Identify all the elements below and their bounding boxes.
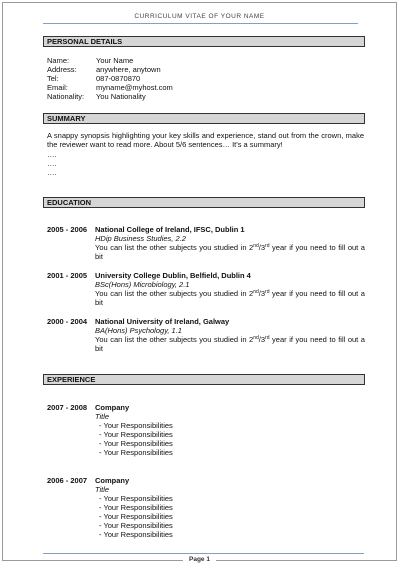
education-institution: National College of Ireland, IFSC, Dublin 1 [95,225,245,234]
personal-value: You Nationality [96,92,146,101]
experience-years: 2007 - 2008 [47,403,88,412]
education-years: 2000 - 2004 [47,317,88,326]
summary-dots: …. [47,150,57,159]
personal-row-name [47,57,133,65]
education-entry [95,317,365,353]
document-header-title: CURRICULUM VITAE OF YOUR NAME [134,13,265,20]
summary-dots: …. [47,168,57,177]
page-number: Page 1 [183,556,216,563]
experience-title: Title [95,485,110,494]
personal-row-tel [47,75,140,83]
education-entry [95,225,365,261]
experience-responsibility: - Your Responsibilities [99,439,173,448]
personal-value: myname@myhost.com [96,83,173,92]
personal-value: anywhere, anytown [96,65,161,74]
education-course: BA(Hons) Psychology, 1.1 [95,326,182,335]
section-personal-details: PERSONAL DETAILS [43,36,365,47]
experience-responsibility: - Your Responsibilities [99,494,173,503]
document-page [2,2,397,561]
experience-responsibility: - Your Responsibilities [99,512,173,521]
personal-label: Address: [47,65,77,74]
education-years: 2005 - 2006 [47,225,88,234]
experience-years: 2006 - 2007 [47,476,88,485]
experience-entry [95,403,173,457]
personal-row-nationality [47,93,146,101]
personal-row-address [47,66,161,74]
experience-title: Title [95,412,110,421]
experience-responsibility: - Your Responsibilities [99,430,173,439]
education-description: You can list the other subjects you studied in 2nd/3rd year if you need to fill out a bit [95,335,365,353]
section-experience: EXPERIENCE [43,374,365,385]
personal-label: Name: [47,56,70,65]
education-institution: University College Dublin, Belfield, Dublin 4 [95,271,251,280]
section-summary: SUMMARY [43,113,365,124]
personal-label: Tel: [47,74,59,83]
header-rule [43,23,358,24]
experience-responsibility: - Your Responsibilities [99,448,173,457]
education-institution: National University of Ireland, Galway [95,317,230,326]
education-course: HDip Business Studies, 2.2 [95,234,186,243]
education-entry [95,271,365,307]
personal-row-email [47,84,173,92]
experience-responsibility: - Your Responsibilities [99,421,173,430]
summary-text: A snappy synopsis highlighting your key skills and experience, stand out from the crown, make the reviewer want to read more. About 5/6 sentences… It's a summary! [47,131,364,149]
experience-company: Company [95,403,130,412]
summary-dots: …. [47,159,57,168]
education-description: You can list the other subjects you studied in 2nd/3rd year if you need to fill out a bit [95,243,365,261]
personal-value: 087-0870870 [96,74,141,83]
experience-company: Company [95,476,130,485]
personal-label: Email: [47,83,68,92]
footer [3,548,396,566]
education-course: BSc(Hons) Microbiology, 2.1 [95,280,190,289]
personal-value: Your Name [96,56,134,65]
personal-label: Nationality: [47,92,85,101]
experience-responsibility: - Your Responsibilities [99,530,173,539]
experience-responsibility: - Your Responsibilities [99,503,173,512]
experience-responsibility: - Your Responsibilities [99,521,173,530]
experience-entry [95,476,173,539]
section-education: EDUCATION [43,197,365,208]
education-description: You can list the other subjects you studied in 2nd/3rd year if you need to fill out a bit [95,289,365,307]
education-years: 2001 - 2005 [47,271,88,280]
